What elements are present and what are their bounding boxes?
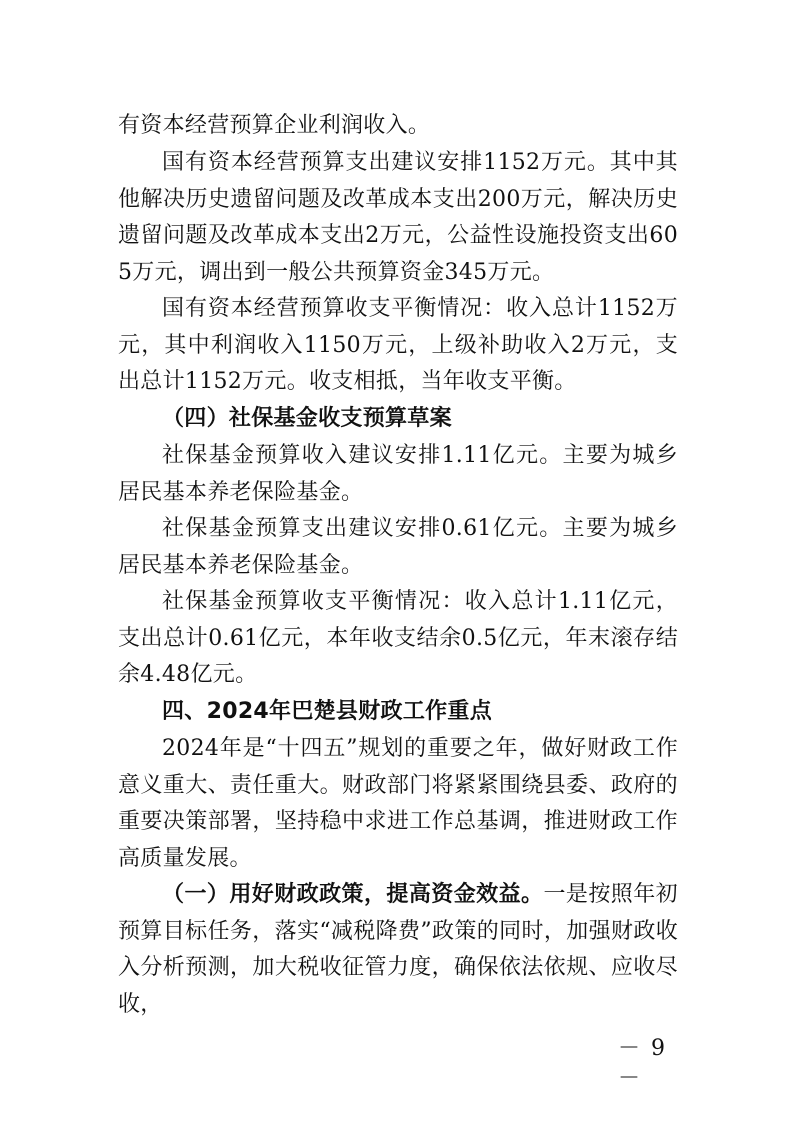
- section-heading-social-security: （四）社保基金收支预算草案: [162, 406, 452, 431]
- paragraph-fiscal-policy: [118, 877, 678, 1023]
- paragraph-state-capital-balance: 国有资本经营预算收支平衡情况：收入总计1152万元，其中利润收入1150万元，上级补助收入2万元，支出总计1152万元。收支相抵，当年收支平衡。: [118, 296, 678, 395]
- section-heading-2024-priorities: 四、2024年巴楚县财政工作重点: [162, 699, 493, 724]
- subheading-fiscal-policy: （一）用好财政政策，提高资金效益。: [162, 882, 544, 907]
- paragraph-continuation: 有资本经营预算企业利润收入。: [118, 113, 431, 138]
- paragraph-2024-overview: 2024年是“十四五”规划的重要之年，做好财政工作意义重大、责任重大。财政部门将紧紧围绕县委、政府的重要决策部署，坚持稳中求进工作总基调，推进财政工作高质量发展。: [118, 736, 678, 871]
- paragraph-social-security-income: 社保基金预算收入建议安排1.11亿元。主要为城乡居民基本养老保险基金。: [118, 443, 678, 505]
- paragraph-social-security-balance: 社保基金预算收支平衡情况：收入总计1.11亿元，支出总计0.61亿元，本年收支结余0.5亿元，年末滚存结余4.48亿元。: [118, 589, 678, 688]
- paragraph-state-capital-expenditure: 国有资本经营预算支出建议安排1152万元。其中其他解决历史遗留问题及改革成本支出200万元，解决历史遗留问题及改革成本支出2万元，公益性设施投资支出605万元，调出到一般公共预算资金345万元。: [118, 150, 678, 285]
- paragraph-fiscal-policy-body: 一是按照年初预算目标任务，落实“减税降费”政策的同时，加强财政收入分析预测，加大税收征管力度，确保依法依规、应收尽收，: [118, 882, 678, 1017]
- paragraph-social-security-expenditure: 社保基金预算支出建议安排0.61亿元。主要为城乡居民基本养老保险基金。: [118, 516, 678, 578]
- page-number: － 9 －: [618, 1036, 667, 1091]
